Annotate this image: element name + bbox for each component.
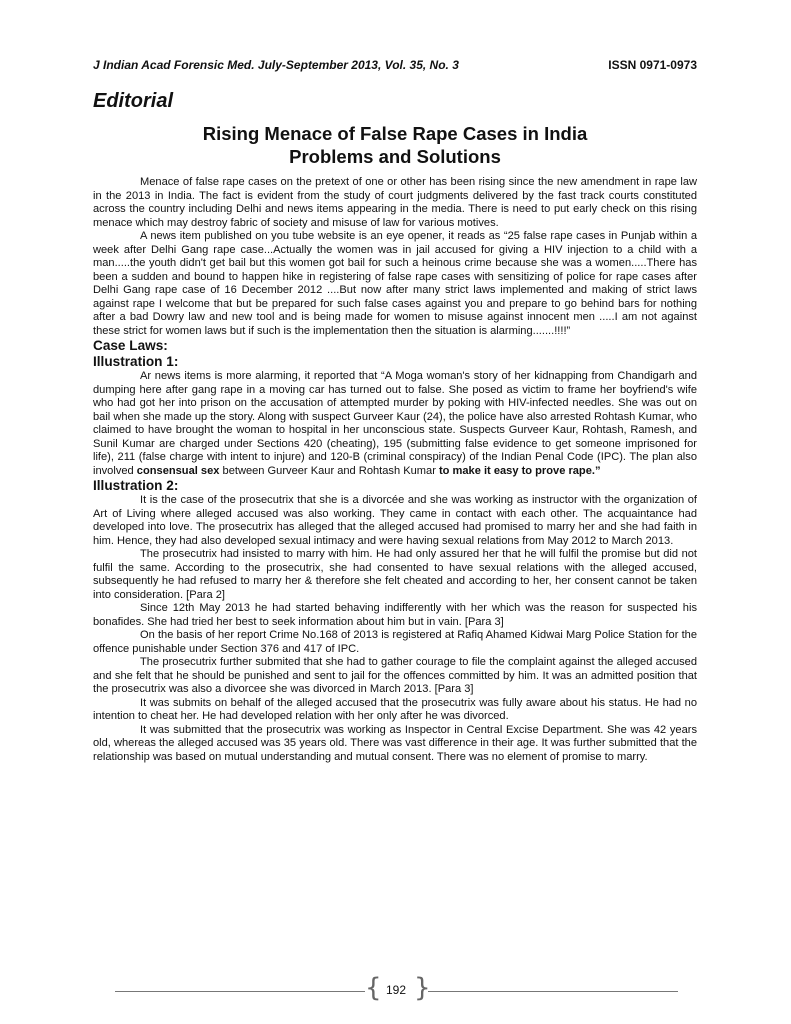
- case-laws-heading: Case Laws:: [93, 338, 168, 353]
- section-label: Editorial: [93, 90, 174, 112]
- right-brace-icon: }: [414, 973, 431, 1003]
- left-brace-icon: {: [365, 973, 382, 1003]
- illustration-1-text-a: Ar news items is more alarming, it reported that “A Moga woman's story of her kidnapping from Chandigarh and dumping here after gang rape in a moving car has turned out to false. She posed as victim to frame her boyfriend's wife who had got her into prison on the accusation of attempted murder by poking with HIV-infected needles. She was out on bail when she made up the story. Along with suspect Gurveer Kaur (24), the police have also arrested Rohtash Kumar, who claimed to have brought the woman to hospital in her unconscious state. Suspects Gurveer Kaur, Rohtash, Ramesh, and Sunil Kumar are charged under Sections 420 (cheating), 195 (submitting false evidence to get someone imprisoned for life), 211 (false charge with intent to injure) and 120-B (criminal conspiracy) of the Indian Penal Code (IPC). The plan also involved: [93, 370, 697, 477]
- article-title-line-2: Problems and Solutions: [289, 146, 501, 167]
- footer-rule-right: [428, 991, 678, 992]
- illustration-2-paragraph-2: The prosecutrix had insisted to marry with him. He had only assured her that he will fulfil the promise but did not fulfil the same. According to the prosecutrix, she had consented to have sexual relations with the alleged accused, subsequently he had refused to marry her & therefore she felt cheated and according to her, her consent cannot be taken into consideration. [Para 2]: [93, 548, 697, 601]
- illustration-2-paragraph-7: It was submitted that the prosecutrix was working as Inspector in Central Excise Department. She was 42 years old, whereas the alleged accused was 35 years old. There was vast difference in their age. It was further submitted that the relationship was based on mutual understanding and mutual consent. There was no element of promise to marry.: [93, 723, 697, 763]
- issn-number: ISSN 0971-0973: [608, 58, 697, 72]
- intro-paragraph-1: Menace of false rape cases on the pretext of one or other has been rising since the new amendment in rape law in the 2013 in India. The fact is evident from the study of court judgments delivered by the fast track courts constituted across the country including Delhi and news items appearing in the media. There is need to put early check on this rising menace which may destroy fabric of society and misuse of law for various motives.: [93, 176, 697, 229]
- intro-paragraph-2: A news item published on you tube website is an eye opener, it reads as “25 false rape cases in Punjab within a week after Delhi Gang rape case...Actually the women was in jail accused for giving a HIV injection to a child with a man.....the youth didn't get bail but this women got bail for such a heinous crime because she was a women.....There has been a sudden and bound to happen hike in registering of false rape cases with sensitizing of police for rape cases after Delhi Gang rape case of 16 December 2012 ....But now after many strict laws implemented and making of strict laws against rape I welcome that but be prepared for such false cases against you and prepare to go behind bars for nothing after a bad Dowry law and new tool and is being made for women to misuse against innocent men .....I am not against these strict for women laws but if such is the implementation then the situation is alarming.......!!!!”: [93, 230, 697, 337]
- illustration-2-paragraph-5: The prosecutrix further submited that she had to gather courage to file the complaint against the alleged accused and she felt that he should be punished and sent to jail for the offences committed by him. It was an admitted position that the prosecutrix was also a divorcee she was divorced in March 2013. [Para 3]: [93, 656, 697, 695]
- illustration-2-paragraph-4: On the basis of her report Crime No.168 of 2013 is registered at Rafiq Ahamed Kidwai Marg Police Station for the offence punishable under Section 376 and 417 of IPC.: [93, 629, 697, 655]
- page-content: [93, 58, 697, 764]
- illustration-2-paragraph-3: Since 12th May 2013 he had started behaving indifferently with her which was the reason for suspected his bonafides. She had tried her best to seek information about him but in vain. [Para 3]: [93, 602, 697, 628]
- article-title: [93, 122, 697, 168]
- illustration-1-text-b: between Gurveer Kaur and Rohtash Kumar: [219, 464, 439, 477]
- running-header: [93, 58, 697, 76]
- article-body: [93, 176, 697, 764]
- illustration-1-paragraph: [93, 370, 697, 478]
- illustration-1-bold-conclusion: to make it easy to prove rape.”: [438, 464, 601, 477]
- illustration-2-paragraph-1: It is the case of the prosecutrix that she is a divorcée and she was working as instructor with the organization of Art of Living where alleged accused was also working. They came in contact with each other. The acquaintance had developed into love. The prosecutrix has alleged that the alleged accused had promised to marry her and she had faith in him. Hence, they had also developed sexual intimacy and were having sexual relations from May 2012 to March 2013.: [93, 494, 697, 547]
- illustration-1-heading: Illustration 1:: [93, 354, 179, 369]
- page-footer: [0, 974, 791, 1004]
- footer-rule-left: [115, 991, 365, 992]
- illustration-2-paragraph-6: It was submits on behalf of the alleged accused that the prosecutrix was fully aware about his status. He had no intention to cheat her. He had developed relation with her only after he was divorced.: [93, 696, 697, 722]
- page-number: 192: [385, 983, 407, 997]
- illustration-2-heading: Illustration 2:: [93, 478, 179, 493]
- article-title-line-1: Rising Menace of False Rape Cases in India: [202, 123, 588, 144]
- journal-citation: J Indian Acad Forensic Med. July-September 2013, Vol. 35, No. 3: [93, 58, 459, 72]
- illustration-1-bold-consensual: consensual sex: [136, 464, 220, 477]
